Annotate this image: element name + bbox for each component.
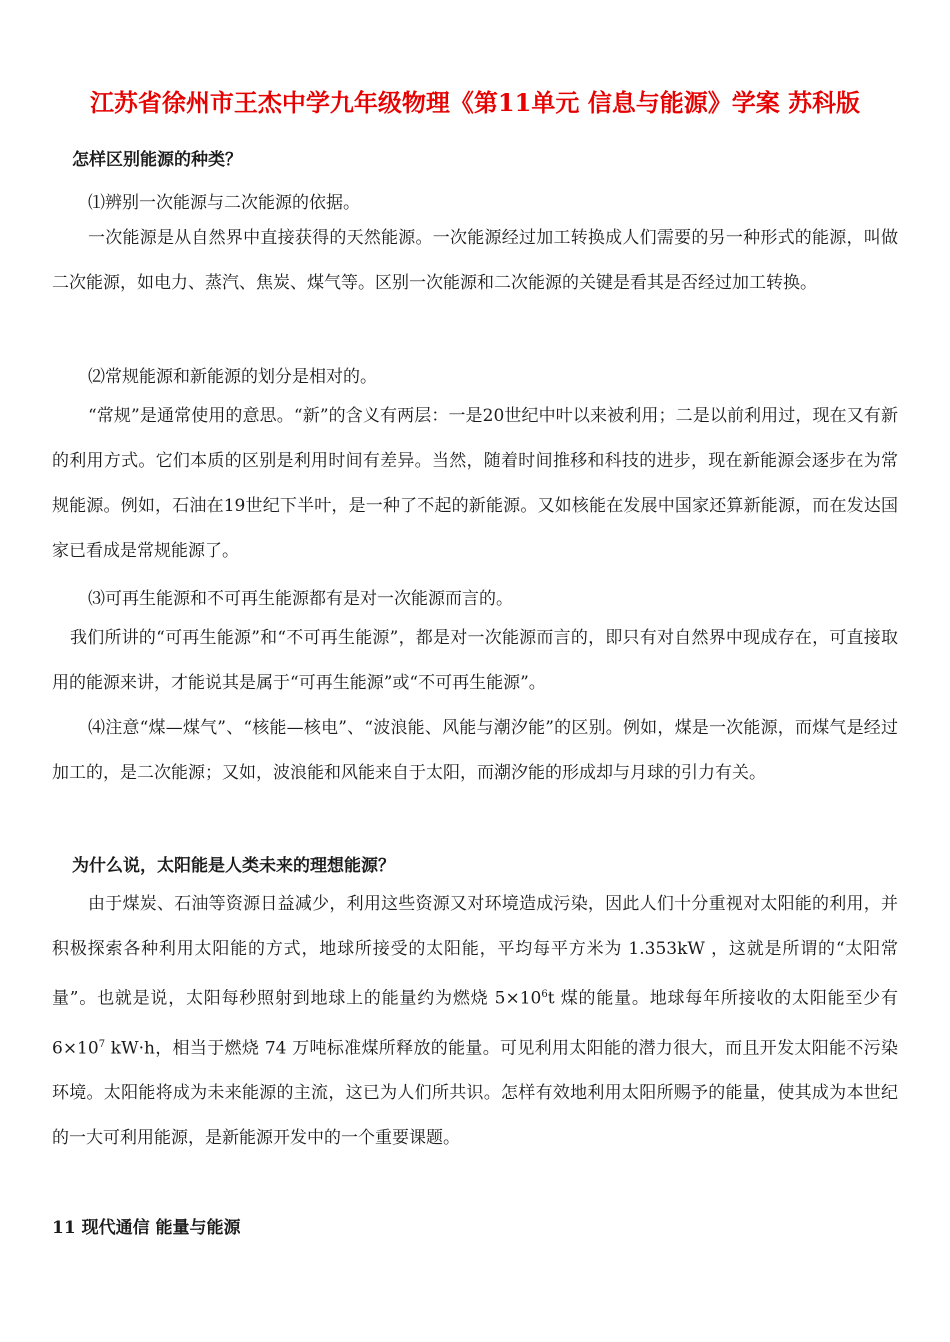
solar-text-part-1: 由于煤炭、石油等资源日益减少，利用这些资源又对环境造成污染，因此人们十分重视对太阳能的利用，并积极探索各种利用太阳能的方式，地球所接受的太阳能，平均每平方米为 1.353kW ，这就是所谓的“太阳常量”。也就是说，太阳每秒照射到地球上的能量约为燃烧 5×10: [52, 894, 898, 1009]
subsection-3-text: 我们所讲的“可再生能源”和“不可再生能源”，都是对一次能源而言的，即只有对自然界中现成存在，可直接取用的能源来讲，才能说其是属于“可再生能源”或“不可再生能源”。: [52, 628, 898, 693]
section-heading-energy-types: 怎样区别能源的种类？: [72, 150, 242, 170]
subsection-1-text: 一次能源是从自然界中直接获得的天然能源。一次能源经过加工转换成人们需要的另一种形式的能源，叫做二次能源，如电力、蒸汽、焦炭、煤气等。区别一次能源和二次能源的关键是看其是否经过加工转换。: [52, 228, 898, 293]
subsection-1-title: ⑴辨别一次能源与二次能源的依据。: [88, 193, 360, 213]
subsection-2-title: ⑵常规能源和新能源的划分是相对的。: [88, 367, 377, 387]
subsection-3-title: ⑶可再生能源和不可再生能源都有是对一次能源而言的。: [88, 589, 513, 609]
solar-text-part-3: kW·h，相当于燃烧 74 万吨标准煤所释放的能量。可见利用太阳能的潜力很大，而且开发太阳能不污染环境。太阳能将成为未来能源的主流，这已为人们所共识。怎样有效地利用太阳所赐予的能量，使其成为本世纪的一大可利用能源，是新能源开发中的一个重要课题。: [52, 1038, 898, 1149]
subsection-4-text: ⑷注意“煤—煤气”、“核能—核电”、“波浪能、风能与潮汐能”的区别。例如，煤是一次能源，而煤气是经过加工的，是二次能源；又如，波浪能和风能来自于太阳，而潮汐能的形成却与月球的引力有关。: [52, 718, 898, 783]
exponent-1: 6: [541, 989, 548, 1000]
exponent-2: 7: [98, 1038, 106, 1050]
chapter-footer: 11 现代通信 能量与能源: [52, 1218, 241, 1238]
section-heading-solar-energy: 为什么说，太阳能是人类未来的理想能源？: [72, 856, 395, 876]
subsection-2-text: “常规”是通常使用的意思。“新”的含义有两层：一是20世纪中叶以来被利用；二是以前利用过，现在又有新的利用方式。它们本质的区别是利用时间有差异。当然，随着时间推移和科技的进步，现在新能源会逐步在为常规能源。例如，石油在19世纪下半叶，是一种了不起的新能源。又如核能在发展中国家还算新能源，而在发达国家已看成是常规能源了。: [52, 406, 898, 561]
solar-text-part-2: t 煤的能量。地球每年所接收的太阳能至少有 6×10: [52, 988, 898, 1059]
solar-energy-paragraph: [52, 882, 898, 1161]
document-title: 江苏省徐州市王杰中学九年级物理《第11单元 信息与能源》学案 苏科版: [89, 88, 861, 117]
